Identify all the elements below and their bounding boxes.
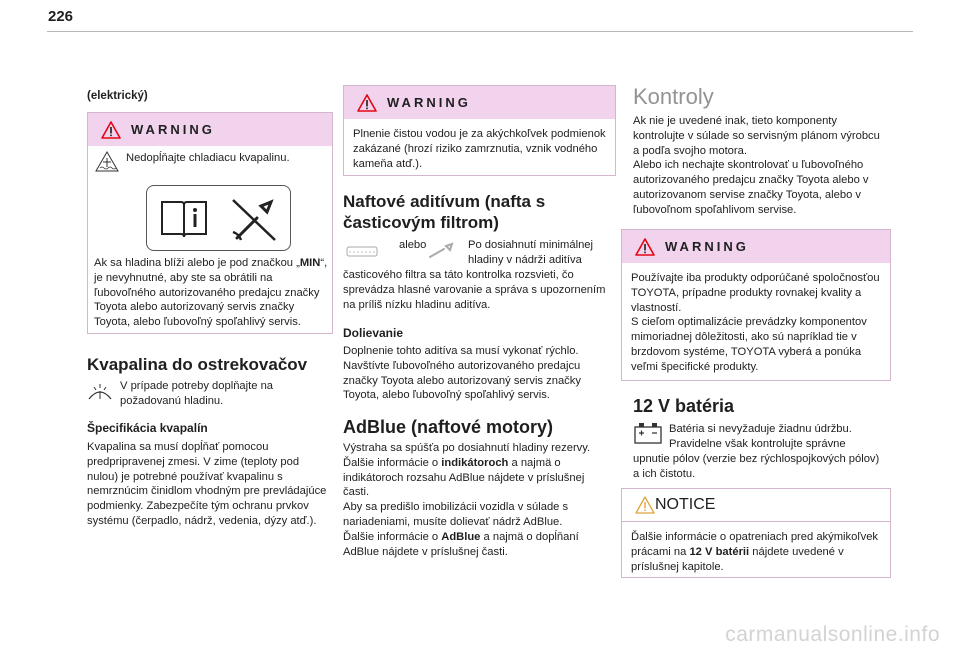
coolant-icon bbox=[94, 150, 120, 176]
warning-box-coolant bbox=[87, 112, 333, 334]
warning-triangle-icon bbox=[357, 94, 377, 112]
warning-title: WARNING bbox=[665, 239, 749, 254]
top-divider bbox=[47, 31, 913, 32]
page-number: 226 bbox=[48, 8, 74, 25]
washer-fluid-icon bbox=[87, 381, 113, 403]
manual-book-icon bbox=[159, 197, 209, 241]
products-warning-text: Používajte iba produkty odporúčané spoločnosťou TOYOTA, prípadne produkty rovnakej kvality a vlastností. S cieľom optimalizácie prevádzky komponentov mimoriadnej dôležitosti, ako sú napríklad tie v brzdovom systéme, TOYOTA vyberá a ponúka veľmi špecifické produkty. bbox=[631, 272, 880, 373]
warning-triangle-icon bbox=[101, 121, 121, 139]
washer-fluid-heading: Kvapalina do ostrekovačov bbox=[87, 355, 308, 374]
refill-text: Doplnenie tohto aditíva sa musí vykonať rýchlo. Navštívte ľubovoľného autorizovaného predajcu značky Toyota alebo autorizovaný servis značky Toyota, alebo ľubovoľný spoľahlivý servis. bbox=[343, 345, 581, 402]
battery-icon bbox=[633, 421, 663, 445]
warning-title: WARNING bbox=[131, 122, 215, 137]
warning-title: WARNING bbox=[387, 95, 471, 110]
battery-heading: 12 V batéria bbox=[633, 396, 735, 416]
service-icons-panel bbox=[146, 185, 291, 251]
warning-box-water bbox=[343, 85, 616, 176]
additive-level-icon bbox=[343, 241, 385, 261]
checks-text: Ak nie je uvedené inak, tieto komponenty kontrolujte v súlade so servisným plánom výrobcu a podľa svojho motora. Alebo ich nechajte skontrolovať u ľubovoľného autorizovaného predajcu značky Toyota alebo v autorizovanom servise značky Toyota, alebo v ľubovoľnom spoľahlivom servise. bbox=[633, 115, 880, 216]
notice-title: NOTICE bbox=[655, 496, 716, 513]
warning-header bbox=[622, 230, 890, 263]
fluid-spec-heading: Špecifikácia kvapalín bbox=[87, 421, 208, 435]
wrench-service-icon bbox=[427, 241, 457, 261]
diesel-additive-heading: Naftové aditívum (nafta s časticovým filtrom) bbox=[343, 192, 546, 232]
notice-triangle-icon bbox=[635, 496, 655, 514]
warning-box-products bbox=[621, 229, 891, 381]
warning-triangle-icon bbox=[635, 238, 655, 256]
section-label: (elektrický) bbox=[87, 90, 148, 102]
warning-header bbox=[88, 113, 332, 146]
battery-notice-text: Ďalšie informácie o opatreniach pred akýmikoľvek prácami na 12 V batérii nájdete uvedené v príslušnej kapitole. bbox=[631, 531, 879, 573]
warning-header bbox=[344, 86, 615, 119]
fluid-spec-text: Kvapalina sa musí dopĺňať pomocou predpripravenej zmesi. V zime (teploty pod nulou) je potrebné používať kvapalinu s nemrznúcim činidlom vhodným pre prevládajúce podmienky. Zabezpečíte tým ochranu prvkov systému (čerpadlo, nádrž, vedenia, dýzy atď.). bbox=[87, 441, 327, 527]
battery-text: upnutie pólov (verzie bez rýchlospojkových pólov) a ich čistotu. bbox=[633, 453, 880, 480]
coolant-note: Nedopĺňajte chladiacu kvapalinu. bbox=[126, 152, 290, 164]
refill-heading: Dolievanie bbox=[343, 326, 404, 340]
additive-text: časticového filtra sa táto kontrolka rozsvieti, čo sprevádza hlasné varovanie a správa s upozornením na príliš nízku hladinu aditíva. bbox=[343, 269, 606, 311]
battery-icon-text: Batéria si nevyžaduje žiadnu údržbu. Pravidelne však kontrolujte správne bbox=[669, 423, 852, 450]
adblue-heading: AdBlue (naftové motory) bbox=[343, 417, 554, 437]
washer-fluid-note: V prípade potreby doplňajte na požadovanú hladinu. bbox=[120, 380, 274, 407]
coolant-warning-text: Ak sa hladina blíži alebo je pod značkou „MIN“, je nevyhnutné, aby ste sa obrátili na ľubovoľného autorizovaného predajcu značky Toyota alebo autorizovaný servis značky Toyota, alebo ľubovoľný spoľahlivý servis. bbox=[94, 257, 328, 329]
adblue-text: Výstraha sa spúšťa po dosiahnutí hladiny rezervy. Ďalšie informácie o indikátoroch a najmä o indikátoroch rozsahu AdBlue nájdete v príslušnej časti. Aby sa predišlo imobilizácii vozidla v súlade s nariadeniami, musíte dolievať nádrž AdBlue. Ďalšie informácie o AdBlue a najmä o dopĺňaní AdBlue nájdete v príslušnej časti. bbox=[343, 442, 591, 558]
no-wrench-icon bbox=[227, 192, 281, 246]
checks-heading: Kontroly bbox=[633, 84, 714, 109]
site-watermark: carmanualsonline.info bbox=[725, 623, 940, 646]
notice-box-battery bbox=[621, 488, 891, 578]
alebo-label: alebo bbox=[399, 239, 427, 251]
water-warning-text: Plnenie čistou vodou je za akýchkoľvek podmienok zakázané (hrozí riziko zamrznutia, vznik vodného kameňa atď.). bbox=[353, 128, 606, 170]
additive-icon-text: Po dosiahnutí minimálnej hladiny v nádrži aditíva bbox=[468, 239, 593, 266]
notice-header bbox=[622, 489, 890, 522]
